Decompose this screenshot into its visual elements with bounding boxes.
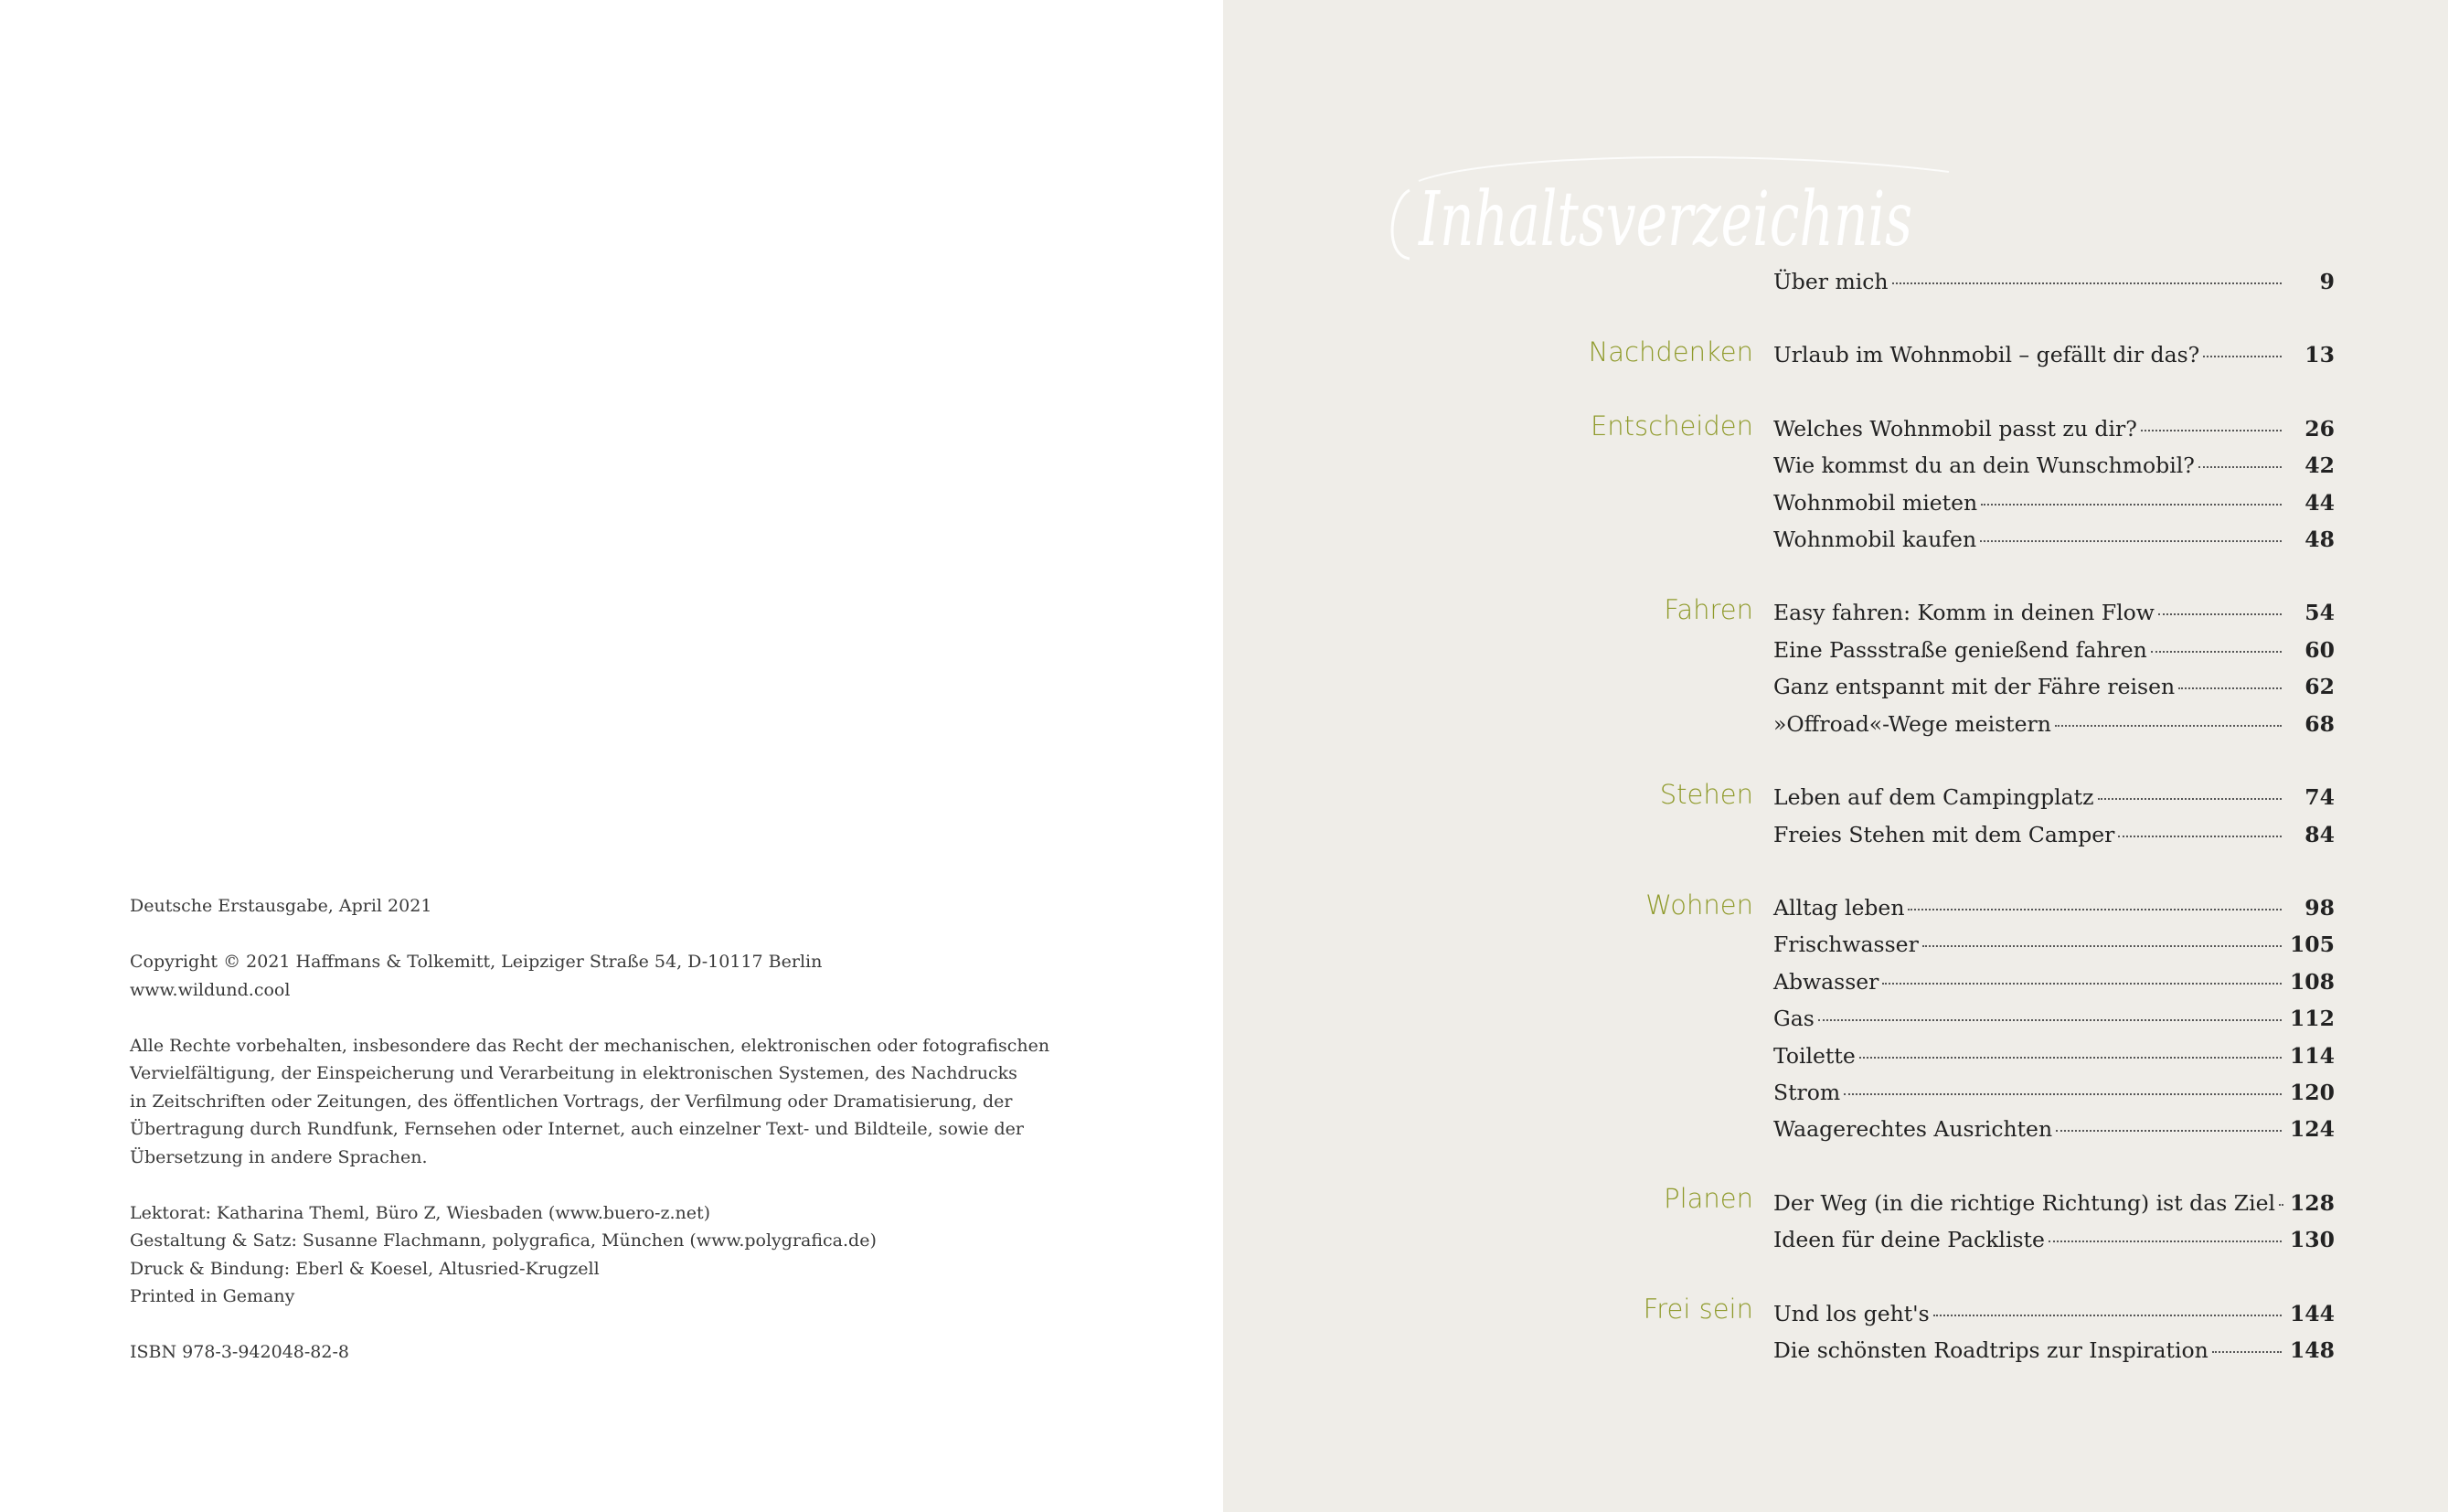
toc-entry-title: Der Weg (in die richtige Richtung) ist das Ziel — [1773, 1190, 2276, 1216]
toc-entry-page: 60 — [2304, 637, 2335, 663]
toc-entry-page: 48 — [2304, 527, 2335, 552]
imprint-gestaltung: Gestaltung & Satz: Susanne Flachmann, polygrafica, München (www.polygrafica.de) — [130, 1230, 877, 1251]
toc-entry-page: 54 — [2304, 600, 2335, 625]
imprint-website: www.wildund.cool — [130, 979, 291, 1000]
imprint-copyright: Copyright © 2021 Haffmans & Tolkemitt, Leipziger Straße 54, D-10117 Berlin — [130, 952, 823, 972]
toc-entry[interactable] — [1773, 674, 2335, 710]
toc-entry-page: 26 — [2304, 416, 2335, 442]
toc-entry[interactable] — [1773, 490, 2335, 527]
dot-leader — [2056, 1130, 2282, 1132]
section-label-planen: Planen — [1664, 1183, 1753, 1214]
imprint-rights-line: Vervielfältigung, der Einspeicherung und Verarbeitung in elektronischen Systemen, des Nachdrucks — [130, 1063, 1017, 1083]
section-label-entscheiden: Entscheiden — [1590, 410, 1753, 442]
toc-entry[interactable] — [1773, 1006, 2335, 1042]
toc-entry[interactable] — [1773, 711, 2335, 748]
toc-entry-page: 62 — [2304, 674, 2335, 699]
toc-entry-title: Wie kommst du an dein Wunschmobil? — [1773, 453, 2195, 478]
toc-entry-page: 98 — [2304, 895, 2335, 921]
toc-entry-page: 124 — [2289, 1116, 2335, 1142]
toc-entry-title: Die schönsten Roadtrips zur Inspiration — [1773, 1337, 2209, 1363]
toc-entry[interactable] — [1773, 416, 2335, 453]
toc-entry[interactable] — [1773, 1301, 2335, 1337]
toc-entry-page: 68 — [2304, 711, 2335, 737]
dot-leader — [2212, 1351, 2282, 1353]
toc-entry-page: 108 — [2289, 969, 2335, 995]
imprint-rights-line: Übersetzung in andere Sprachen. — [130, 1146, 428, 1167]
imprint-rights-line: Übertragung durch Rundfunk, Fernsehen oder Internet, auch einzelner Text- und Bildteile, sowie der — [130, 1119, 1024, 1139]
toc-entry-title: Alltag leben — [1773, 895, 1905, 921]
toc-entry-title: Strom — [1773, 1080, 1841, 1105]
toc-entry[interactable] — [1773, 600, 2335, 636]
toc-entry-title: Ideen für deine Packliste — [1773, 1227, 2045, 1252]
toc-entry-page: 74 — [2304, 784, 2335, 810]
dot-leader — [1818, 1019, 2282, 1021]
toc-entry[interactable] — [1773, 1116, 2335, 1153]
toc-entry-title: Abwasser — [1773, 969, 1879, 995]
toc-entry-page: 114 — [2289, 1043, 2335, 1069]
toc-entry[interactable] — [1773, 453, 2335, 489]
toc-entry[interactable] — [1773, 269, 2335, 305]
toc-entry[interactable] — [1773, 527, 2335, 563]
dot-leader — [2178, 687, 2282, 689]
dot-leader — [1933, 1315, 2282, 1316]
toc-entry-title: Über mich — [1773, 269, 1889, 294]
toc-entry[interactable] — [1773, 342, 2335, 378]
toc-entry-title: Ganz entspannt mit der Fähre reisen — [1773, 674, 2176, 699]
toc-entry-page: 42 — [2304, 453, 2335, 478]
toc-entry[interactable] — [1773, 1080, 2335, 1116]
toc-entry-page: 128 — [2289, 1190, 2335, 1216]
toc-entry-page: 13 — [2304, 342, 2335, 367]
dot-leader — [1859, 1057, 2282, 1059]
imprint-rights-line: Alle Rechte vorbehalten, insbesondere das Recht der mechanischen, elektronischen oder fotografischen — [130, 1035, 1050, 1056]
dot-leader — [1882, 983, 2282, 985]
toc-entry-page: 9 — [2319, 269, 2335, 294]
toc-entry-title: Toilette — [1773, 1043, 1856, 1069]
dot-leader — [1981, 504, 2282, 506]
imprint-isbn: ISBN 978-3-942048-82-8 — [130, 1342, 349, 1362]
dot-leader — [2118, 836, 2282, 837]
toc-title-text: Inhaltsverzeichnis — [1417, 176, 1912, 263]
toc-entry[interactable] — [1773, 895, 2335, 932]
toc-entry-page: 148 — [2289, 1337, 2335, 1363]
toc-entry-page: 130 — [2289, 1227, 2335, 1252]
imprint-edition: Deutsche Erstausgabe, April 2021 — [130, 896, 432, 916]
toc-entry[interactable] — [1773, 1337, 2335, 1374]
dot-leader — [1980, 540, 2282, 542]
imprint-lektorat: Lektorat: Katharina Theml, Büro Z, Wiesbaden (www.buero-z.net) — [130, 1202, 711, 1223]
toc-entry-title: Urlaub im Wohnmobil – gefällt dir das? — [1773, 342, 2200, 367]
toc-entry-page: 105 — [2289, 932, 2335, 957]
toc-entry-title: Welches Wohnmobil passt zu dir? — [1773, 416, 2137, 442]
dot-leader — [1844, 1093, 2282, 1095]
section-label-frei-sein: Frei sein — [1643, 1294, 1753, 1325]
toc-entry[interactable] — [1773, 969, 2335, 1006]
toc-entry-title: Easy fahren: Komm in deinen Flow — [1773, 600, 2155, 625]
toc-entry-page: 84 — [2304, 822, 2335, 847]
dot-leader — [1922, 945, 2282, 947]
toc-entry[interactable] — [1773, 637, 2335, 674]
toc-entry[interactable] — [1773, 784, 2335, 821]
toc-entry-title: Waagerechtes Ausrichten — [1773, 1116, 2053, 1142]
dot-leader — [2203, 356, 2282, 357]
toc-entry-title: Gas — [1773, 1006, 1815, 1031]
section-label-wohnen: Wohnen — [1645, 889, 1753, 921]
dot-leader — [2158, 613, 2282, 615]
section-label-stehen: Stehen — [1659, 779, 1753, 810]
toc-entry-page: 144 — [2289, 1301, 2335, 1326]
dot-leader — [2279, 1204, 2282, 1206]
dot-leader — [2151, 651, 2282, 653]
toc-entry[interactable] — [1773, 1227, 2335, 1263]
dot-leader — [2098, 798, 2283, 800]
toc-entry-page: 44 — [2304, 490, 2335, 516]
toc-entry[interactable] — [1773, 822, 2335, 858]
toc-entry-page: 112 — [2289, 1006, 2335, 1031]
imprint-printed: Printed in Gemany — [130, 1286, 295, 1306]
toc-entry[interactable] — [1773, 932, 2335, 968]
toc-entry-title: »Offroad«-Wege meistern — [1773, 711, 2051, 737]
dot-leader — [2141, 430, 2282, 431]
dot-leader — [1892, 282, 2282, 284]
toc-entry-title: Leben auf dem Campingplatz — [1773, 784, 2094, 810]
toc-entry-title: Freies Stehen mit dem Camper — [1773, 822, 2115, 847]
imprint-druck: Druck & Bindung: Eberl & Koesel, Altusried-Krugzell — [130, 1258, 600, 1279]
toc-entry-title: Und los geht's — [1773, 1301, 1930, 1326]
section-label-fahren: Fahren — [1664, 594, 1753, 625]
toc-entry-title: Wohnmobil mieten — [1773, 490, 1978, 516]
section-label-nachdenken: Nachdenken — [1588, 336, 1753, 367]
dot-leader — [2049, 1240, 2282, 1242]
toc-entry-title: Frischwasser — [1773, 932, 1919, 957]
toc-entry-title: Wohnmobil kaufen — [1773, 527, 1977, 552]
toc-entry[interactable] — [1773, 1043, 2335, 1080]
toc-entry[interactable] — [1773, 1190, 2335, 1227]
dot-leader — [2198, 466, 2282, 468]
dot-leader — [1908, 909, 2282, 910]
dot-leader — [2055, 725, 2282, 727]
toc-entry-page: 120 — [2289, 1080, 2335, 1105]
toc-entry-title: Eine Passstraße genießend fahren — [1773, 637, 2147, 663]
imprint-rights-line: in Zeitschriften oder Zeitungen, des öffentlichen Vortrags, der Verfilmung oder Dramatisierung, der — [130, 1091, 1013, 1112]
